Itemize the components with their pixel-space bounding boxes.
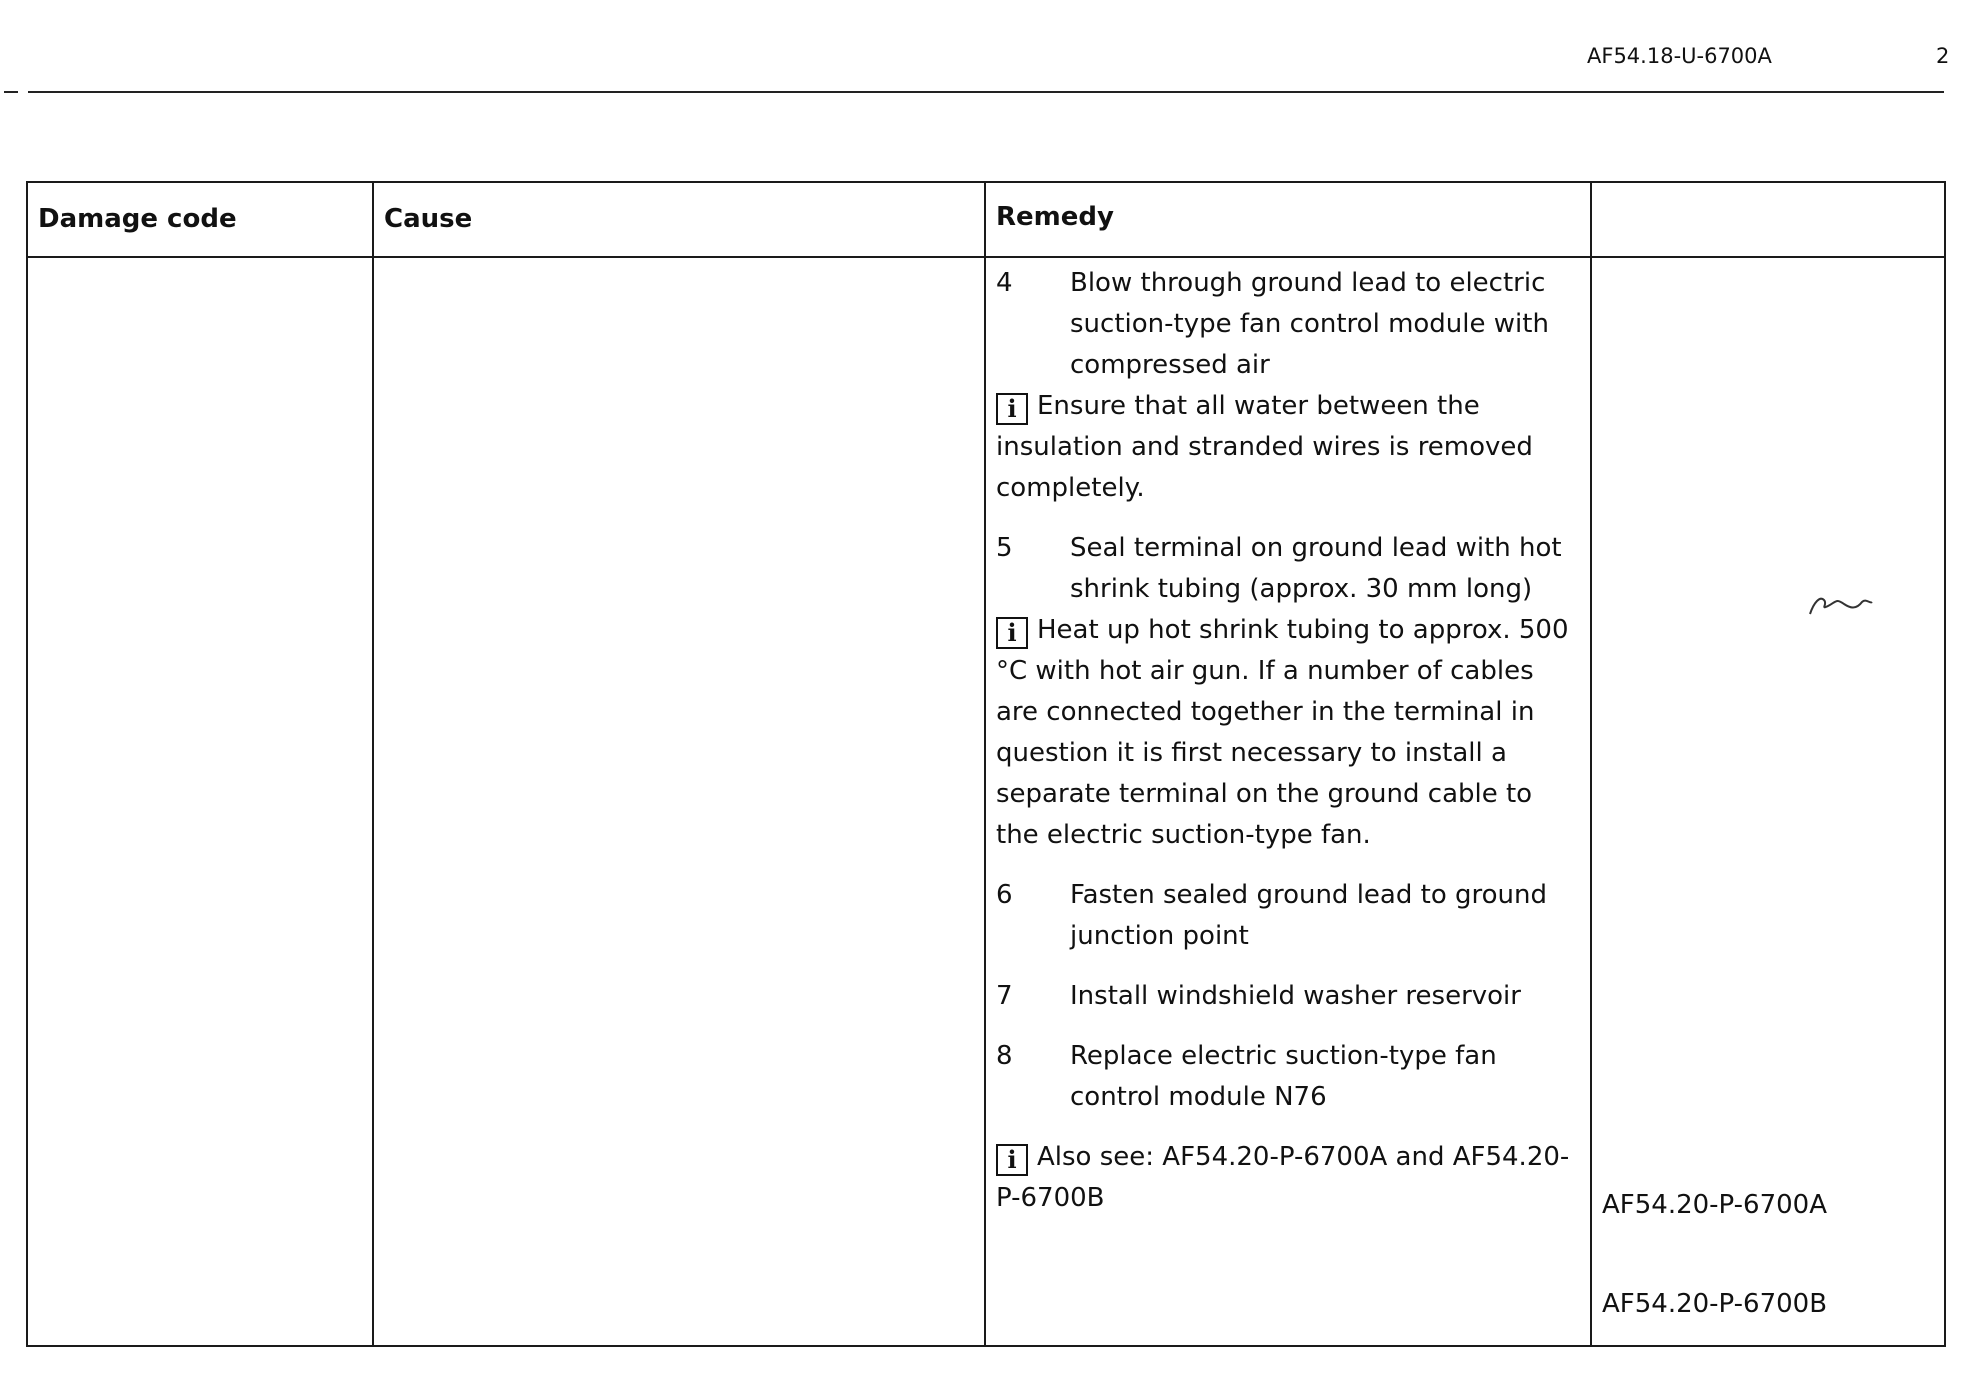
- document-id: AF54.18-U-6700A: [1587, 44, 1772, 68]
- col-divider-ref: [1590, 181, 1592, 1347]
- reference-link-b[interactable]: AF54.20-P-6700B: [1602, 1289, 1828, 1319]
- step-text: Blow through ground lead to electric suction-type fan control module with compressed air: [1070, 268, 1549, 380]
- step-number: 5: [996, 533, 1013, 563]
- reference-link-a[interactable]: AF54.20-P-6700A: [1602, 1190, 1827, 1220]
- step-6: [996, 875, 1578, 957]
- header-damage-code: Damage code: [38, 204, 237, 234]
- table-right-border: [1944, 181, 1946, 1347]
- step-number: 7: [996, 981, 1013, 1011]
- col-divider-cause: [372, 181, 374, 1347]
- header-rule-dash: [4, 91, 18, 93]
- note-text: Ensure that all water between the insulation and stranded wires is removed completely.: [996, 391, 1533, 503]
- step-number: 6: [996, 880, 1013, 910]
- handwritten-mark: [1806, 588, 1876, 624]
- step-4: [996, 263, 1578, 386]
- info-icon: i: [996, 617, 1028, 649]
- table-left-border: [26, 181, 28, 1347]
- step-number: 8: [996, 1041, 1013, 1071]
- table-top-border: [26, 181, 1946, 183]
- step-text: Seal terminal on ground lead with hot shrink tubing (approx. 30 mm long): [1070, 533, 1562, 604]
- note-5: [996, 610, 1578, 856]
- header-cause: Cause: [384, 204, 473, 234]
- page-number: 2: [1936, 44, 1950, 68]
- step-text: Fasten sealed ground lead to ground junction point: [1070, 880, 1547, 951]
- remedy-cell: [996, 263, 1578, 1219]
- damage-table: [26, 181, 1946, 1347]
- step-7: [996, 976, 1578, 1017]
- table-header-divider: [26, 256, 1946, 258]
- note-text: Heat up hot shrink tubing to approx. 500 °C with hot air gun. If a number of cables are connected together in the terminal in question it is first necessary to install a separate terminal on the ground cable to the electric suction-type fan.: [996, 615, 1569, 850]
- note-4: [996, 386, 1578, 509]
- see-also-note: [996, 1137, 1578, 1219]
- info-icon: i: [996, 1144, 1028, 1176]
- see-also-text: Also see: AF54.20-P-6700A and AF54.20-P-6700B: [996, 1142, 1570, 1213]
- step-text: Replace electric suction-type fan control module N76: [1070, 1041, 1497, 1112]
- step-8: [996, 1036, 1578, 1118]
- info-icon: i: [996, 393, 1028, 425]
- header-remedy: Remedy: [996, 202, 1114, 232]
- step-5: [996, 528, 1578, 610]
- step-number: 4: [996, 268, 1013, 298]
- col-divider-remedy: [984, 181, 986, 1347]
- step-text: Install windshield washer reservoir: [1070, 981, 1521, 1011]
- header-rule: [28, 91, 1944, 93]
- table-bottom-border: [26, 1345, 1946, 1347]
